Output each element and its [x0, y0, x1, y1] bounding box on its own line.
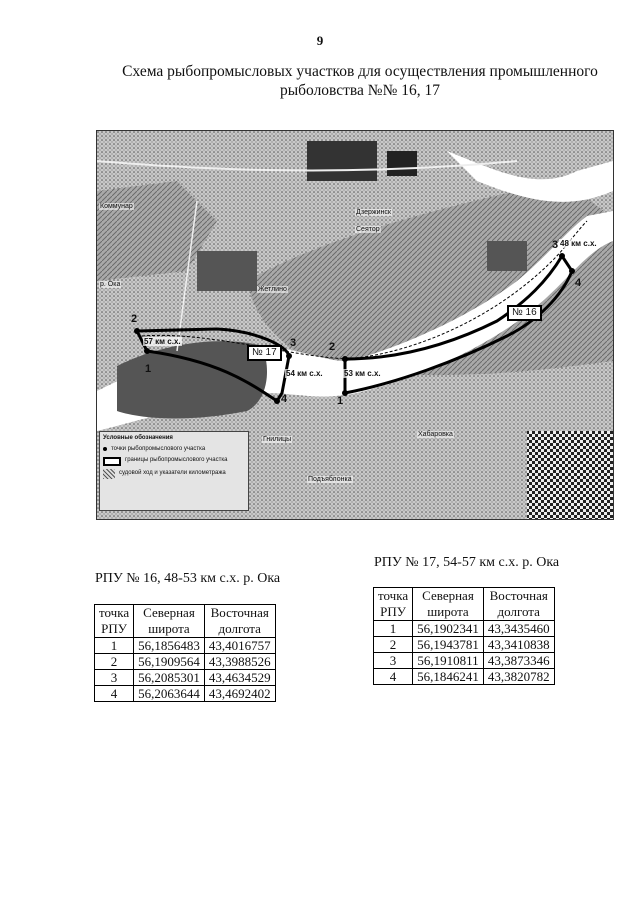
- fishing-area-map: [96, 130, 614, 520]
- rpu17-caption: РПУ № 17, 54-57 км с.х. р. Ока: [374, 555, 560, 570]
- town-block: [487, 241, 527, 271]
- point-number: 3: [552, 239, 559, 251]
- cell-latitude: 56,1902341: [413, 621, 484, 637]
- header-latitude: Северная широта: [134, 605, 205, 638]
- boundary-point: [144, 348, 150, 354]
- place-label: Гнилицы: [263, 436, 292, 443]
- point-number: 1: [337, 395, 344, 407]
- page-number: 9: [316, 33, 324, 48]
- rpu17-rows: [374, 621, 555, 685]
- title-line-2: рыболовства №№ 16, 17: [279, 82, 441, 99]
- point-number: 1: [145, 363, 152, 375]
- town-block: [387, 151, 417, 176]
- rpu16-rows: [95, 638, 276, 702]
- table-row: [374, 621, 555, 637]
- place-label: Подъяблонка: [308, 476, 352, 483]
- rpu17-map-label: № 17: [247, 345, 282, 361]
- header-longitude: Восточная долгота: [204, 605, 275, 638]
- cell-latitude: 56,1846241: [413, 669, 484, 685]
- table-row: [95, 670, 276, 686]
- cell-latitude: 56,1909564: [134, 654, 205, 670]
- legend-item: [103, 469, 245, 479]
- boundary-point: [559, 253, 565, 259]
- cell-point: 3: [374, 653, 413, 669]
- table-row: [374, 637, 555, 653]
- fairway-symbol-icon: [103, 469, 115, 479]
- table-row: [95, 638, 276, 654]
- header-point: точка РПУ: [374, 588, 413, 621]
- rpu16-map-label: № 16: [507, 305, 542, 321]
- river-label: р. Ока: [100, 281, 121, 288]
- point-number: 4: [281, 393, 288, 405]
- map-legend: [99, 431, 249, 511]
- km-label: 48 км с.х.: [560, 239, 597, 248]
- cell-point: 1: [374, 621, 413, 637]
- cell-latitude: 56,1910811: [413, 653, 484, 669]
- place-label: Жетлино: [258, 286, 287, 293]
- km-label: 54 км с.х.: [286, 369, 323, 378]
- cell-point: 3: [95, 670, 134, 686]
- header-latitude: Северная широта: [413, 588, 484, 621]
- header-longitude: Восточная долгота: [483, 588, 554, 621]
- boundary-point: [286, 353, 292, 359]
- header-point: точка РПУ: [95, 605, 134, 638]
- legend-title: Условные обозначения: [103, 435, 173, 441]
- boundary-point: [274, 398, 280, 404]
- cell-latitude: 56,2063644: [134, 686, 205, 702]
- legend-item: [103, 445, 245, 453]
- cell-point: 1: [95, 638, 134, 654]
- point-number: 2: [131, 313, 138, 325]
- cell-longitude: 43,4634529: [204, 670, 275, 686]
- table-header-row: [95, 605, 276, 638]
- rpu17-table: [373, 587, 555, 685]
- place-label: Хабаровка: [418, 431, 453, 438]
- cell-point: 4: [95, 686, 134, 702]
- table-header-row: [374, 588, 555, 621]
- place-label: Коммунар: [100, 203, 133, 210]
- rpu16-caption: РПУ № 16, 48-53 км с.х. р. Ока: [95, 571, 281, 586]
- cell-point: 4: [374, 669, 413, 685]
- cell-longitude: 43,3820782: [483, 669, 554, 685]
- legend-item-label: точки рыбопромыслового участка: [111, 446, 206, 452]
- cell-longitude: 43,3988526: [204, 654, 275, 670]
- cell-longitude: 43,4692402: [204, 686, 275, 702]
- cell-longitude: 43,4016757: [204, 638, 275, 654]
- cell-longitude: 43,3410838: [483, 637, 554, 653]
- rpu16-table: [94, 604, 276, 702]
- place-label: Сеятор: [356, 226, 380, 233]
- cell-longitude: 43,3435460: [483, 621, 554, 637]
- boundary-point: [342, 356, 348, 362]
- point-number: 2: [329, 341, 336, 353]
- cell-point: 2: [374, 637, 413, 653]
- km-label: 53 км с.х.: [344, 369, 381, 378]
- boundary-point: [569, 268, 575, 274]
- place-label: Дзержинск: [356, 209, 391, 216]
- title-line-1: Схема рыбопромысловых участков для осуществления промышленного: [122, 63, 598, 80]
- cell-latitude: 56,1943781: [413, 637, 484, 653]
- table-row: [95, 686, 276, 702]
- table-row: [374, 669, 555, 685]
- cell-point: 2: [95, 654, 134, 670]
- cell-latitude: 56,2085301: [134, 670, 205, 686]
- cell-longitude: 43,3873346: [483, 653, 554, 669]
- boundary-symbol-icon: [103, 457, 121, 466]
- town-block: [197, 251, 257, 291]
- point-symbol-icon: [103, 447, 107, 451]
- point-number: 3: [290, 337, 297, 349]
- table-row: [374, 653, 555, 669]
- table-row: [95, 654, 276, 670]
- point-number: 4: [575, 277, 582, 289]
- km-label: 57 км с.х.: [144, 337, 181, 346]
- page-title: [100, 62, 620, 100]
- boundary-point: [134, 328, 140, 334]
- checker-area: [527, 431, 613, 519]
- cell-latitude: 56,1856483: [134, 638, 205, 654]
- legend-item: [103, 456, 245, 466]
- legend-item-label: границы рыбопромыслового участка: [125, 457, 228, 463]
- legend-item-label: судовой ход и указатели километража: [119, 470, 226, 476]
- town-block: [307, 141, 377, 181]
